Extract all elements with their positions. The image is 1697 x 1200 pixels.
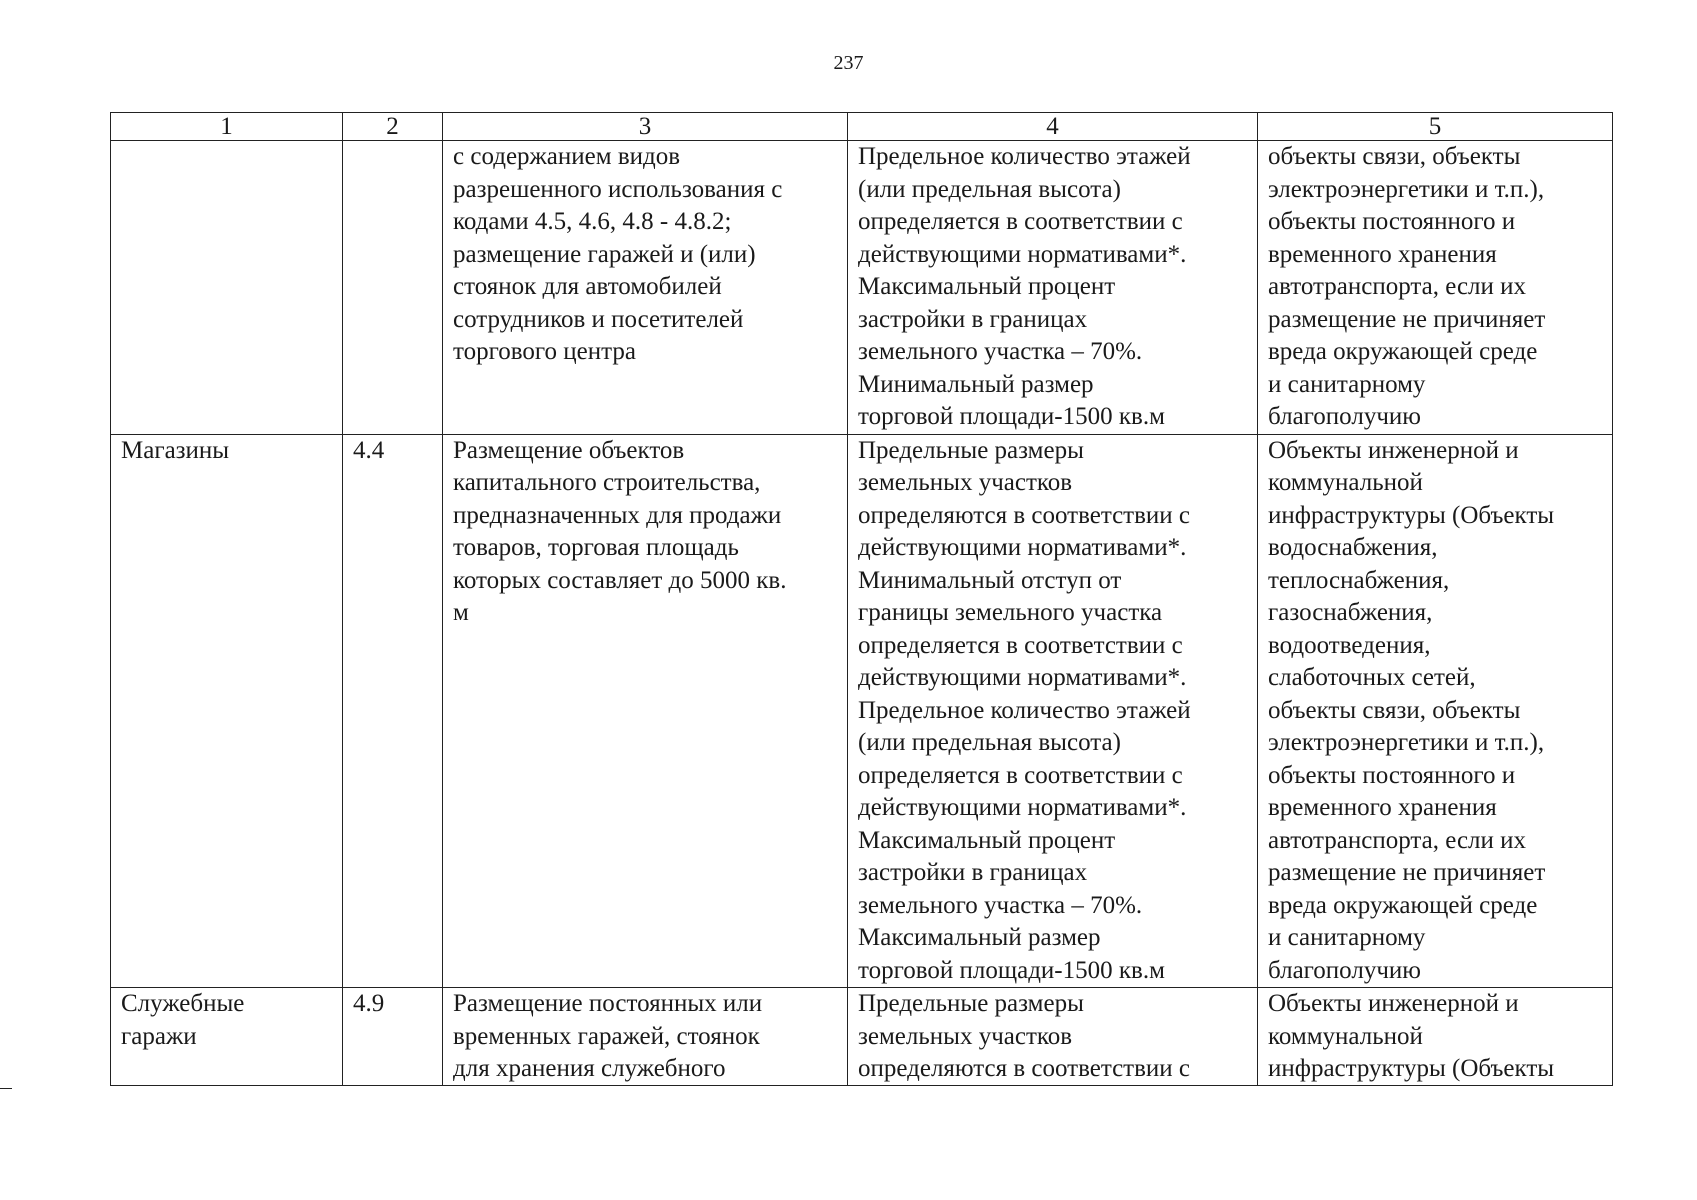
cell-use-name: Служебные гаражи [111,988,343,1086]
regulations-table [110,112,1613,1086]
table-row-service-garages [111,988,1613,1086]
column-header-2: 2 [343,113,443,141]
column-header-5: 5 [1258,113,1613,141]
cell-use-name: Магазины [111,434,343,988]
cell-use-description: Размещение постоянных или временных гаражей, стоянок для хранения служебного [443,988,848,1086]
cell-use-code: 4.4 [343,434,443,988]
table-row-shops [111,434,1613,988]
margin-tick-mark [0,1088,12,1089]
table-header-row [111,113,1613,141]
cell-parameters: Предельное количество этажей (или предельная высота) определяется в соответствии с действующими нормативами*. Максимальный процент застройки в границах земельного участка – 70%. Минимальный размер торговой площади-1500 кв.м [848,141,1258,435]
cell-auxiliary-uses: объекты связи, объекты электроэнергетики и т.п.), объекты постоянного и временного хранения автотранспорта, если их размещение не причиняет вреда окружающей среде и санитарному благополучию [1258,141,1613,435]
page-number: 237 [833,52,864,74]
cell-use-name [111,141,343,435]
cell-parameters: Предельные размеры земельных участков определяются в соответствии с действующими нормативами*. Минимальный отступ от границы земельного участка определяется в соответствии с действующими нормативами*. Предельное количество этажей (или предельная высота) определяется в соответствии с действующими нормативами*. Максимальный процент застройки в границах земельного участка – 70%. Максимальный размер торговой площади-1500 кв.м [848,434,1258,988]
cell-auxiliary-uses: Объекты инженерной и коммунальной инфраструктуры (Объекты [1258,988,1613,1086]
table-row-continuation [111,141,1613,435]
cell-auxiliary-uses: Объекты инженерной и коммунальной инфраструктуры (Объекты водоснабжения, теплоснабжения, газоснабжения, водоотведения, слаботочных сетей, объекты связи, объекты электроэнергетики и т.п.), объекты постоянного и временного хранения автотранспорта, если их размещение не причиняет вреда окружающей среде и санитарному благополучию [1258,434,1613,988]
cell-use-description: с содержанием видов разрешенного использования с кодами 4.5, 4.6, 4.8 - 4.8.2; размещение гаражей и (или) стоянок для автомобилей сотрудников и посетителей торгового центра [443,141,848,435]
cell-use-description: Размещение объектов капитального строительства, предназначенных для продажи товаров, торговая площадь которых составляет до 5000 кв. м [443,434,848,988]
column-header-4: 4 [848,113,1258,141]
column-header-1: 1 [111,113,343,141]
column-header-3: 3 [443,113,848,141]
cell-use-code: 4.9 [343,988,443,1086]
cell-use-code [343,141,443,435]
cell-parameters: Предельные размеры земельных участков определяются в соответствии с [848,988,1258,1086]
